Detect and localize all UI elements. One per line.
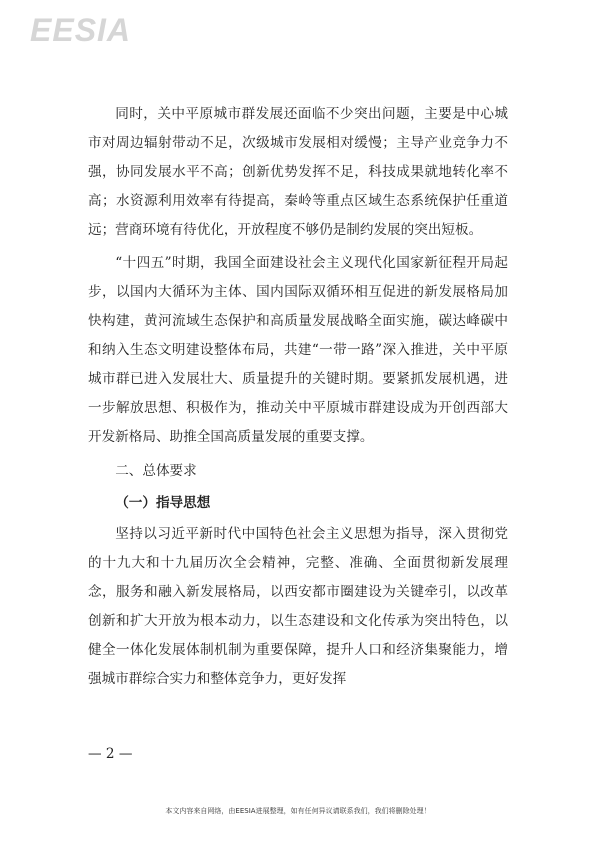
page-number: — 2 — xyxy=(88,746,133,762)
footer-disclaimer: 本文内容来自网络，由EESIA进展整理，如有任何异议请联系我们，我们将删除处理！ xyxy=(165,807,431,815)
section-heading: 二、总体要求 xyxy=(115,463,197,479)
subsection-heading: （一）指导思想 xyxy=(115,495,211,511)
paragraph-fourteenth-five-year: “十四五”时期，我国全面建设社会主义现代化国家新征程开局起步，以国内大循环为主体、国内国际双循环相互促进的新发展格局加快构建，黄河流域生态保护和高质量发展战略全面实施，碳达峰碳中和纳入生态文明建设整体布局，共建“一带一路”深入推进，关中平原城市群已进入发展壮大、质量提升的关键时期。要紧抓发展机遇，进一步解放思想、积极作为，推动关中平原城市群建设成为开创西部大开发新格局、助推全国高质量发展的重要支撑。 xyxy=(88,255,508,445)
paragraph-challenges: 同时，关中平原城市群发展还面临不少突出问题，主要是中心城市对周边辐射带动不足，次级城市发展相对缓慢；主导产业竞争力不强，协同发展水平不高；创新优势发挥不足，科技成果就地转化率不高；水资源利用效率有待提高，秦岭等重点区域生态系统保护任重道远；营商环境有待优化，开放程度不够仍是制约发展的突出短板。 xyxy=(88,106,508,238)
document-body xyxy=(88,100,508,698)
eesia-logo: EESIA xyxy=(30,12,132,48)
paragraph-guiding-thought: 坚持以习近平新时代中国特色社会主义思想为指导，深入贯彻党的十九大和十九届历次全会精神，完整、准确、全面贯彻新发展理念，服务和融入新发展格局，以西安都市圈建设为关键牵引，以改革创新和扩大开放为根本动力，以生态建设和文化传承为突出特色，以健全一体化发展体制机制为重要保障，提升人口和经济集聚能力，增强城市群综合实力和整体竞争力，更好发挥 xyxy=(88,526,508,687)
